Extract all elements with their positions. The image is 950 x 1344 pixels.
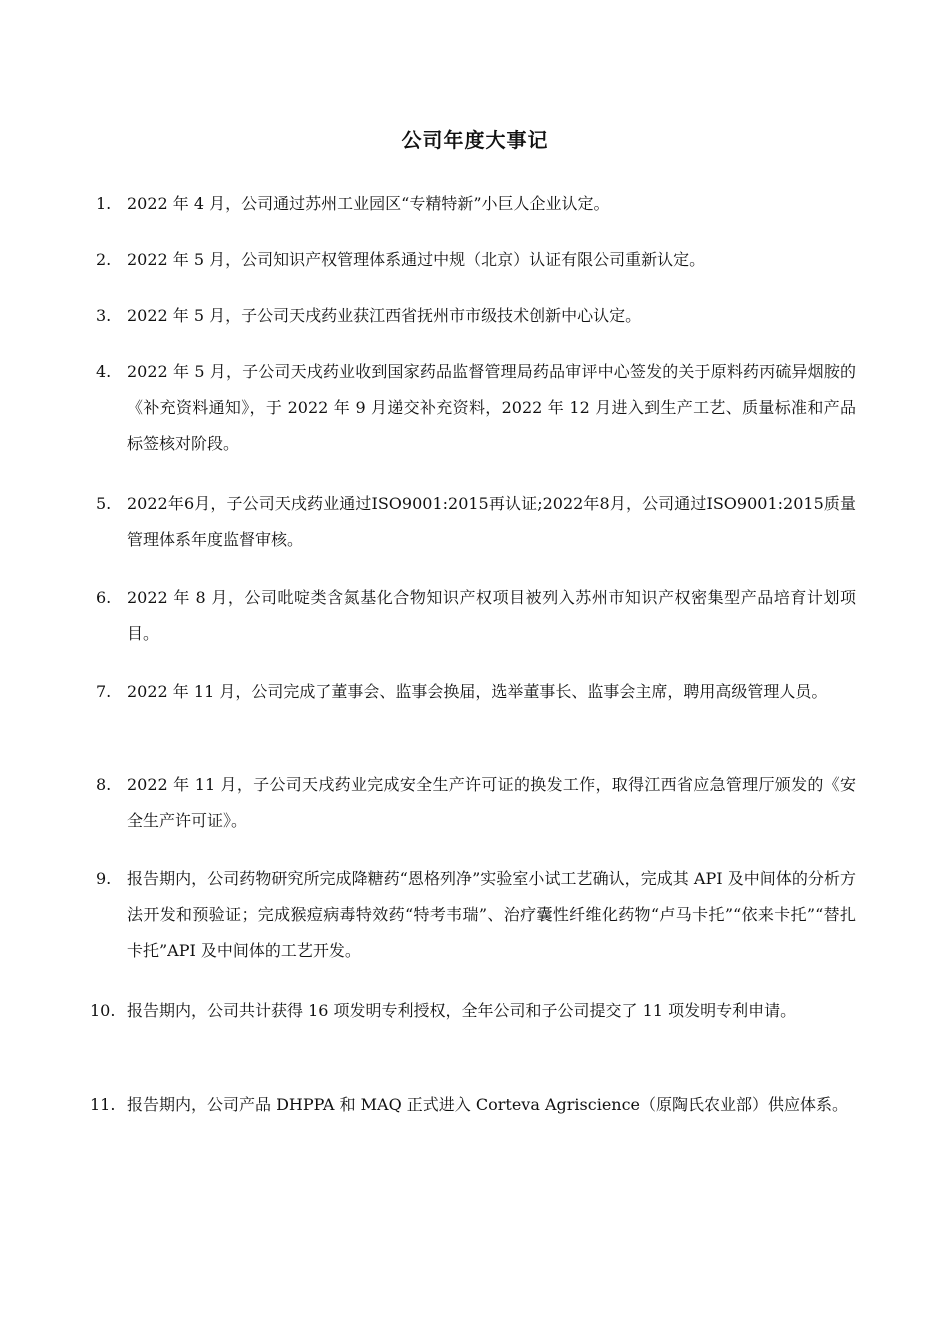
- item-number: 5.: [96, 494, 112, 513]
- item-number: 4.: [96, 362, 112, 381]
- item-text: 2022 年 4 月，公司通过苏州工业园区“专精特新”小巨人企业认定。: [127, 194, 610, 213]
- list-item: [96, 242, 856, 278]
- item-text: 2022 年 8 月，公司吡啶类含氮基化合物知识产权项目被列入苏州市知识产权密集型产品培育计划项目。: [127, 588, 856, 643]
- list-item: [96, 298, 856, 334]
- item-number: 9.: [96, 869, 112, 888]
- item-number: 10.: [90, 1001, 116, 1020]
- item-number: 8.: [96, 775, 112, 794]
- list-item: [96, 186, 856, 222]
- list-item: [96, 486, 856, 558]
- item-text: 2022 年 5 月，公司知识产权管理体系通过中规（北京）认证有限公司重新认定。: [127, 250, 706, 269]
- item-text: 报告期内，公司药物研究所完成降糖药“恩格列净”实验室小试工艺确认，完成其 API 及中间体的分析方法开发和预验证；完成猴痘病毒特效药“特考韦瑞”、治疗囊性纤维化药物“卢马卡托”“依来卡托”“替扎卡托”API 及中间体的工艺开发。: [127, 869, 856, 960]
- list-item: [96, 580, 856, 652]
- list-item: [90, 993, 856, 1029]
- list-item: [96, 767, 856, 839]
- item-number: 6.: [96, 588, 112, 607]
- list-item: [90, 1087, 856, 1123]
- item-text: 2022 年 11 月，子公司天戌药业完成安全生产许可证的换发工作，取得江西省应急管理厅颁发的《安全生产许可证》。: [127, 775, 856, 830]
- item-text: 报告期内，公司共计获得 16 项发明专利授权，全年公司和子公司提交了 11 项发明专利申请。: [127, 1001, 797, 1020]
- item-text: 报告期内，公司产品 DHPPA 和 MAQ 正式进入 Corteva Agriscience（原陶氏农业部）供应体系。: [127, 1095, 849, 1114]
- list-item: [96, 354, 856, 462]
- item-text: 2022 年 5 月，子公司天戌药业获江西省抚州市市级技术创新中心认定。: [127, 306, 642, 325]
- item-number: 7.: [96, 682, 112, 701]
- item-text: 2022 年 5 月，子公司天戌药业收到国家药品监督管理局药品审评中心签发的关于原料药丙硫异烟胺的《补充资料通知》，于 2022 年 9 月递交补充资料，2022 年 12 月进入到生产工艺、质量标准和产品标签核对阶段。: [127, 362, 856, 453]
- item-number: 1.: [96, 194, 112, 213]
- list-item: [96, 674, 856, 710]
- list-item: [96, 861, 856, 969]
- item-number: 3.: [96, 306, 112, 325]
- item-text: 2022 年 11 月，公司完成了董事会、监事会换届，选举董事长、监事会主席，聘用高级管理人员。: [127, 682, 828, 701]
- item-number: 11.: [90, 1095, 116, 1114]
- page-title: 公司年度大事记: [401, 128, 549, 152]
- item-number: 2.: [96, 250, 112, 269]
- item-text: 2022年6月，子公司天戌药业通过ISO9001:2015再认证;2022年8月，公司通过ISO9001:2015质量管理体系年度监督审核。: [127, 494, 856, 549]
